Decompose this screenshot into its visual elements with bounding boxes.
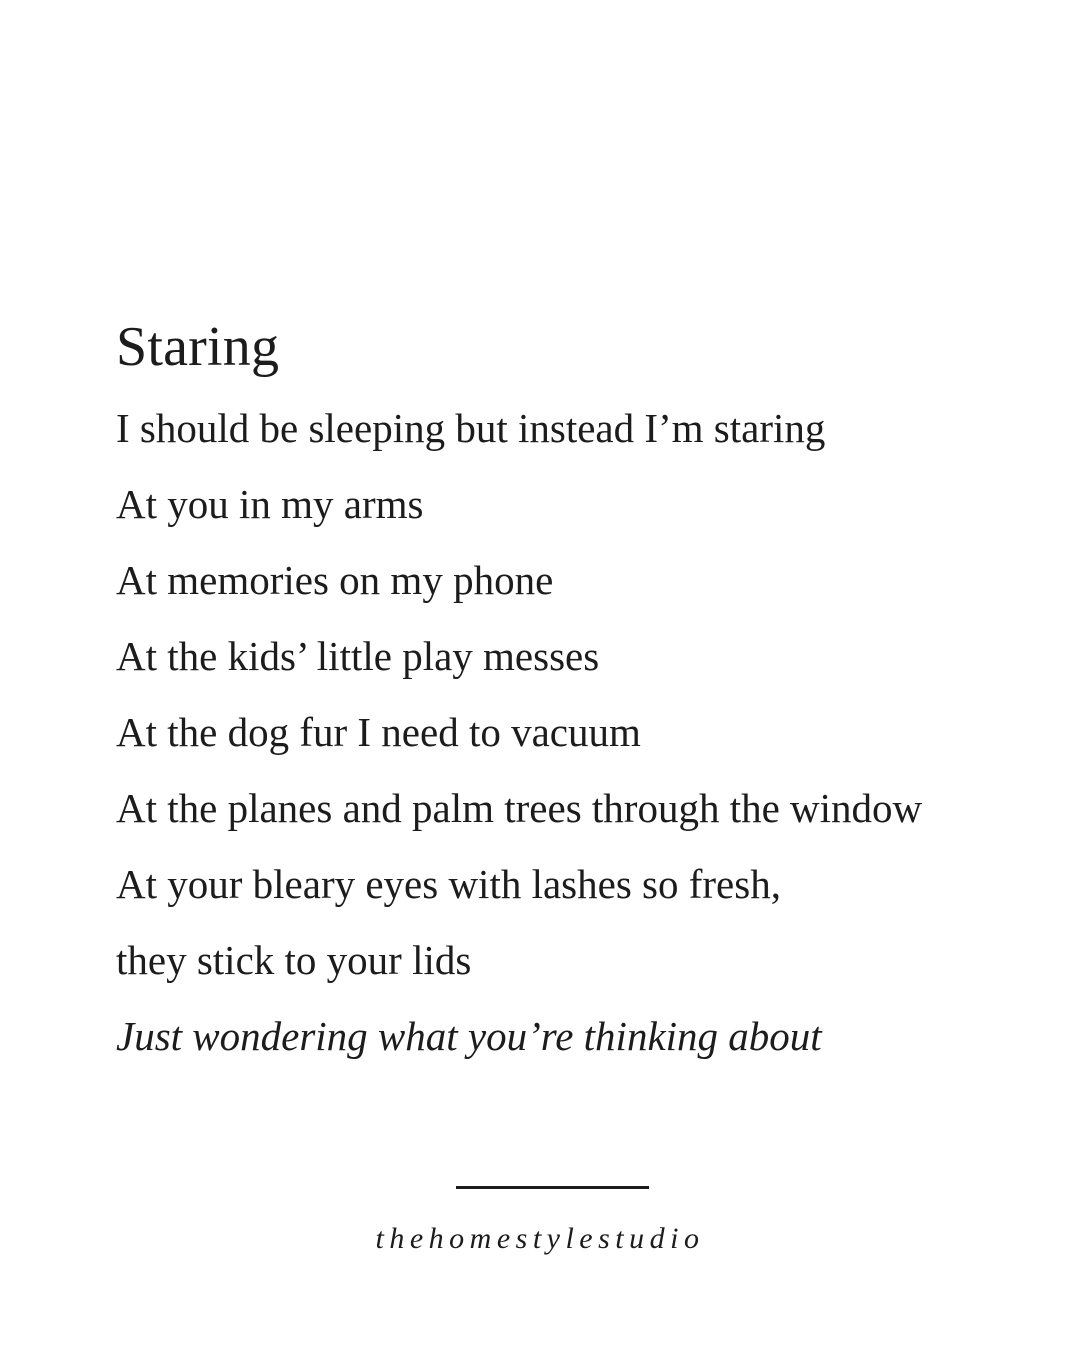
poem-line: At memories on my phone [116, 557, 554, 603]
poem-line: At you in my arms [116, 481, 424, 527]
poem-line: they stick to your lids [116, 937, 472, 983]
divider-line [456, 1186, 649, 1189]
poem-closing-line: Just wondering what you’re thinking about [116, 1013, 822, 1059]
author-signature: thehomestylestudio [375, 1222, 705, 1255]
poem-title: Staring [116, 316, 280, 378]
poem-line: At the kids’ little play messes [116, 633, 600, 679]
poem-line: I should be sleeping but instead I’m staring [116, 405, 826, 451]
poem [116, 312, 1056, 1074]
poem-line: At your bleary eyes with lashes so fresh, [116, 861, 781, 907]
poem-line: At the planes and palm trees through the window [116, 785, 923, 831]
poem-line: At the dog fur I need to vacuum [116, 709, 641, 755]
poem-lines [116, 390, 1056, 1074]
